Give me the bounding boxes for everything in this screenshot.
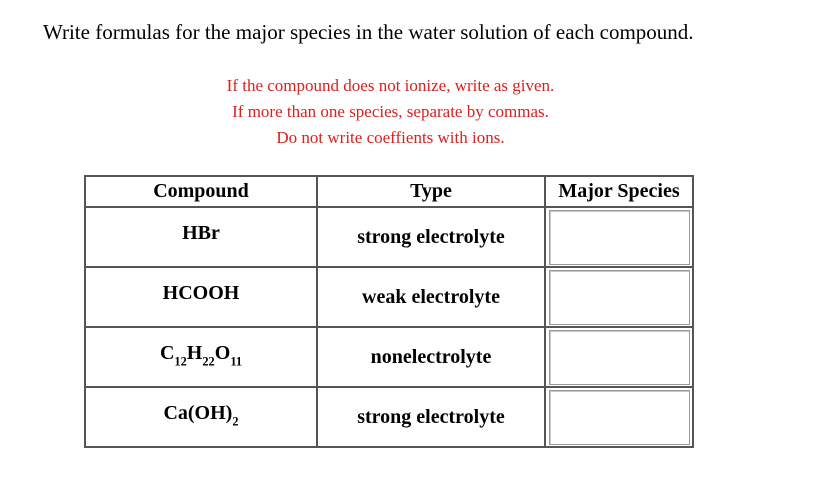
formula-subscript: 2 xyxy=(232,413,239,428)
formula-element: C xyxy=(159,341,175,364)
compound-cell xyxy=(85,207,317,267)
formula-subscript: 22 xyxy=(202,353,215,368)
electrolyte-type: strong electrolyte xyxy=(357,225,505,248)
type-cell xyxy=(317,267,545,327)
table-row xyxy=(85,267,693,327)
compound-column-header: Compound xyxy=(85,176,317,207)
question-prompt: Write formulas for the major species in the water solution of each compound. xyxy=(43,20,694,44)
major-species-cell xyxy=(545,267,693,327)
formula-element: Ca(OH) xyxy=(163,401,233,424)
major-species-input[interactable] xyxy=(549,210,690,265)
electrolyte-type: strong electrolyte xyxy=(357,405,505,428)
electrolyte-type: weak electrolyte xyxy=(362,285,500,308)
instructions-block xyxy=(0,73,781,151)
formula-subscript: 11 xyxy=(230,353,243,368)
major-species-cell xyxy=(545,207,693,267)
type-cell xyxy=(317,387,545,447)
compound-formula xyxy=(159,341,243,368)
compound-formula xyxy=(163,401,239,428)
compound-cell xyxy=(85,387,317,447)
species-table xyxy=(84,175,694,448)
compound-cell xyxy=(85,267,317,327)
table-row xyxy=(85,207,693,267)
compound-formula xyxy=(182,221,220,246)
formula-element: HCOOH xyxy=(162,281,240,304)
formula-element: H xyxy=(186,341,203,364)
major-species-column-header: Major Species xyxy=(545,176,693,207)
major-species-cell xyxy=(545,387,693,447)
instruction-line: If the compound does not ionize, write as given. xyxy=(226,76,555,95)
formula-element: HBr xyxy=(182,221,220,244)
formula-subscript: 12 xyxy=(174,353,187,368)
major-species-input[interactable] xyxy=(549,270,690,325)
major-species-input[interactable] xyxy=(549,330,690,385)
formula-element: O xyxy=(214,341,231,364)
compound-cell xyxy=(85,327,317,387)
table-row xyxy=(85,327,693,387)
instruction-line: Do not write coeffients with ions. xyxy=(276,128,505,147)
type-column-header: Type xyxy=(317,176,545,207)
compound-formula xyxy=(162,281,240,306)
table-body xyxy=(85,207,693,447)
table-header-row xyxy=(85,176,693,207)
type-cell xyxy=(317,207,545,267)
table-row xyxy=(85,387,693,447)
major-species-cell xyxy=(545,327,693,387)
major-species-input[interactable] xyxy=(549,390,690,445)
electrolyte-type: nonelectrolyte xyxy=(370,345,492,368)
type-cell xyxy=(317,327,545,387)
instruction-line: If more than one species, separate by commas. xyxy=(232,102,549,121)
